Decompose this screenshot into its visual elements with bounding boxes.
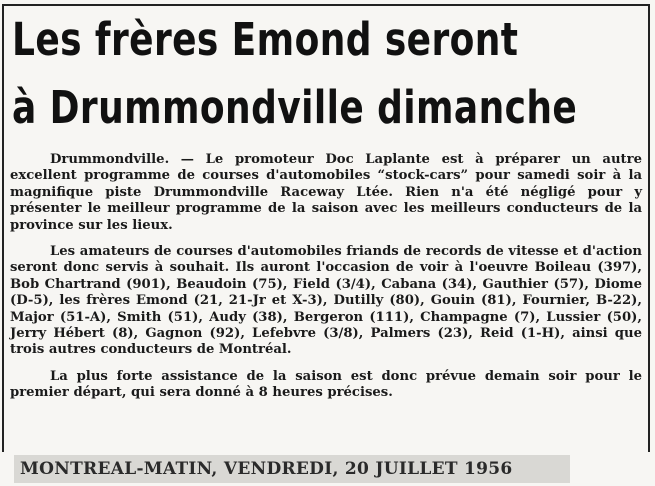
publication-dateline: MONTREAL-MATIN, VENDREDI, 20 JUILLET 1956 [14,455,570,483]
article-paragraph-2: Les amateurs de courses d'automobiles friands de records de vitesse et d'action seront donc servis à souhait. Ils auront l'occasion de voir à l'oeuvre Boileau (397), Bob Chartrand (901), Beaudoin (75), Field (3/4), Cabana (34), Gauthier (57), Diome (D-5), les frères Emond (21, 21-Jr et X-3), Dutilly (80), Gouin (81), Fournier, B-22), Major (51-A), Smith (51), Audy (38), Bergeron (111), Champagne (7), Lussier (50), Jerry Hébert (8), Gagnon (92), Lefebvre (3/8), Palmers (23), Reid (1-H), ainsi que trois autres conducteurs de Montréal. [10,244,642,358]
article-paragraph-1: Drummondville. — Le promoteur Doc Laplante est à préparer un autre excellent programme de courses d'automobiles “stock-cars” pour samedi soir à la magnifique piste Drummondville Raceway Ltée. Rien n'a été négligé pour y présenter le meilleur programme de la saison avec les meilleurs conducteurs de la province sur les lieux. [10,152,642,233]
article-paragraph-3: La plus forte assistance de la saison est donc prévue demain soir pour le premier départ, qui sera donné à 8 heures précises. [10,368,642,401]
headline [12,6,578,142]
headline-line-1: Les frères Emond seront [12,13,519,66]
article-body [10,152,642,402]
headline-line-2: à Drummondville dimanche [12,81,578,134]
